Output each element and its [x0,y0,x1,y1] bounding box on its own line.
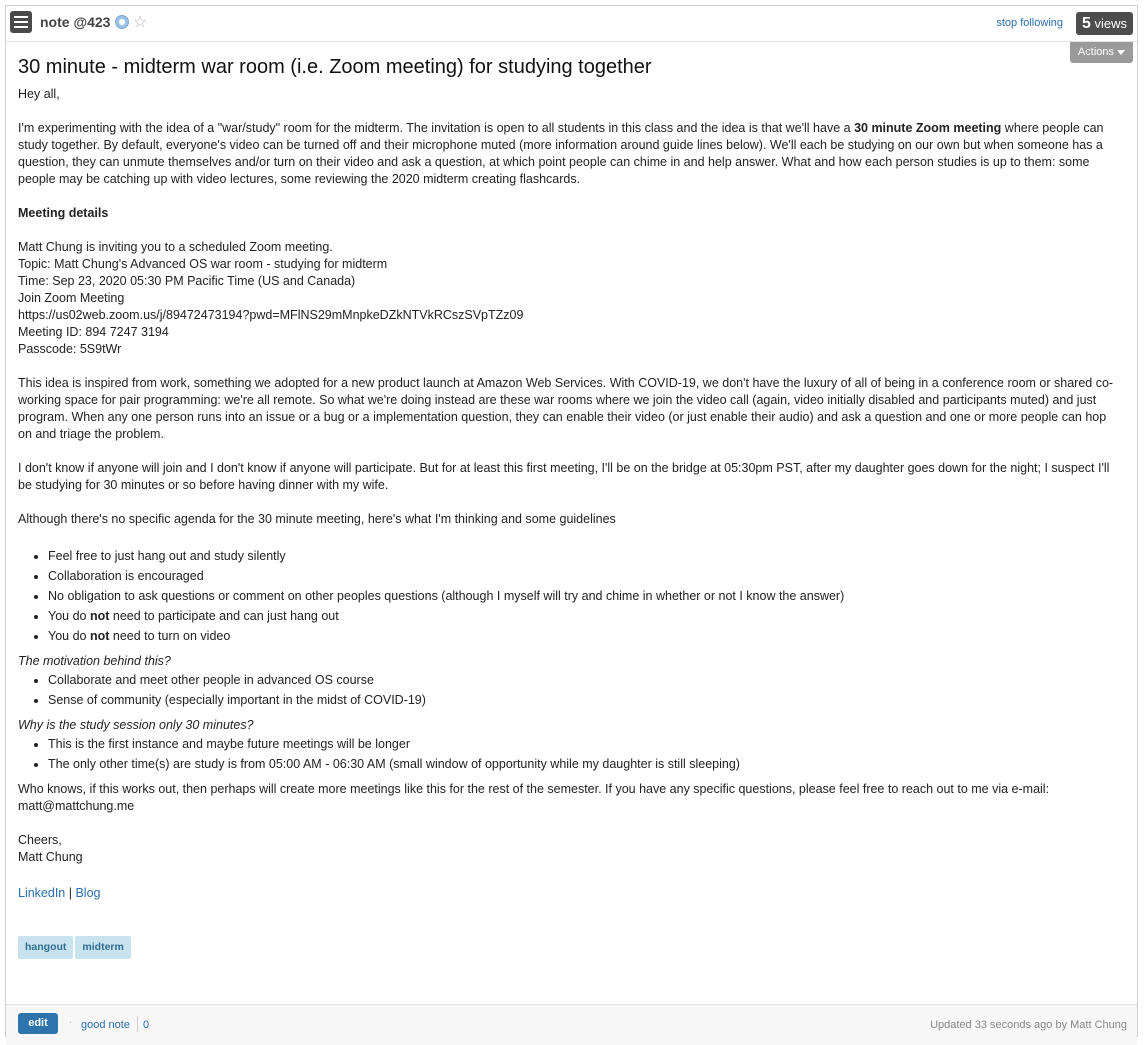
list-item: • Sense of community (especially important in the midst of COVID-19) [48,692,1118,709]
views-badge [1076,12,1133,35]
list-item: • The only other time(s) are study is from 05:00 AM - 06:30 AM (small window of opportunity while my daughter is still sleeping) [48,756,1118,773]
agenda-paragraph: Although there's no specific agenda for the 30 minute meeting, here's what I'm thinking and some guidelines [18,512,616,526]
menu-icon[interactable] [10,11,32,33]
meeting-details [18,239,1118,358]
intro-paragraph [18,120,1118,188]
list-item [48,608,1118,625]
list-text: need to turn on video [109,629,231,643]
closing-paragraph: Who knows, if this works out, then perhaps will create more meetings like this for the rest of the semester. If you have any specific questions, please feel free to reach out to me via e-mail: matt@mattchung.me [18,782,1050,813]
updated-text: Updated 33 seconds ago by Matt Chung [930,1019,1127,1031]
list-item: • Feel free to just hang out and study silently [48,548,1118,565]
list-item: • Collaboration is encouraged [48,568,1118,585]
dot-separator: · [69,1017,73,1028]
tag-midterm[interactable]: midterm [75,936,130,959]
list-bold: not [89,629,110,643]
meeting-url: https://us02web.zoom.us/j/89472473194?pwd=MFlNS29mMnpkeDZkNTVkRCszSVpTZz09 [18,308,524,322]
stop-following-link[interactable]: stop following [996,17,1063,29]
guidelines-list [18,548,1118,645]
good-note-count: 0 [143,1019,150,1031]
list-item: • No obligation to ask questions or comment on other peoples questions (although I myself will try and chime in whether or not I know the answer) [48,588,1118,605]
good-note-button[interactable]: good note [81,1019,130,1031]
list-item: • This is the first instance and maybe future meetings will be longer [48,736,1118,753]
meeting-line: Join Zoom Meeting [18,291,125,305]
views-count: 5 [1081,15,1091,32]
note-title: 30 minute - midterm war room (i.e. Zoom meeting) for studying together [18,56,652,78]
star-icon[interactable]: ☆ [133,14,148,31]
meeting-heading-text: Meeting details [18,206,109,220]
blog-link[interactable]: Blog [75,886,101,900]
motivation-heading: The motivation behind this? [18,654,171,668]
list-text: need to participate and can just hang out [109,609,339,623]
intro-text-2: where people can study together. By default, everyone's video can be turned off and their microphone muted (more information around guide lines below). We'll each be studying on our own but when someone has a question, they can unmute themselves and/or turn on their video and ask a question, at which point people can chime in and help answer. What and how each person studies is up to them: some people may be catching up with video lectures, some reviewing the 2020 midterm creating flashcards. [18,121,1104,186]
signoff-line: Cheers, [18,833,62,847]
participation-paragraph: I don't know if anyone will join and I don't know if anyone will participate. But for at least this first meeting, I'll be on the bridge at 05:30pm PST, after my daughter goes down for the night; I suspect I'll be studying for 30 minutes or so before having dinner with my wife. [18,461,1110,492]
why-heading: Why is the study session only 30 minutes? [18,718,254,732]
divider [137,1016,138,1032]
meeting-line: Matt Chung is inviting you to a scheduled Zoom meeting. [18,240,333,254]
greeting: Hey all, [18,87,60,101]
links [18,885,1118,902]
tag-list [18,936,1118,959]
actions-label: Actions [1077,46,1114,58]
intro-bold: 30 minute Zoom meeting [854,121,1002,135]
watch-icon[interactable] [115,15,129,29]
list-item [48,628,1118,645]
list-text: You do [48,609,90,623]
linkedin-link[interactable]: LinkedIn [18,886,66,900]
note-id: note @423 [40,14,111,30]
list-bold: not [89,609,110,623]
meeting-line: Meeting ID: 894 7247 3194 [18,325,169,339]
meeting-line: Passcode: 5S9tWr [18,342,122,356]
note-body [18,54,1118,959]
intro-text-1: I'm experimenting with the idea of a "war/study" room for the midterm. The invitation is open to all students in this class and the idea is that we'll have a [18,121,855,135]
link-separator: | [65,886,76,900]
list-item: • Collaborate and meet other people in advanced OS course [48,672,1118,689]
meeting-line: Time: Sep 23, 2020 05:30 PM Pacific Time (US and Canada) [18,274,356,288]
meeting-heading [18,205,1118,222]
views-label: views [1094,16,1127,31]
caret-down-icon [1117,50,1125,55]
signoff-name: Matt Chung [18,850,83,864]
signoff [18,832,1118,866]
list-text: You do [48,629,90,643]
note-header [6,6,1137,42]
inspiration-paragraph: This idea is inspired from work, something we adopted for a new product launch at Amazon Web Services. With COVID-19, we don't have the luxury of all of being in a conference room or shared co-working space for pair programming: we're all remote. So what we're doing instead are these war rooms where we join the video call (again, video initially disabled and participants muted) and just program. When any one person runs into an issue or a bug or a implementation question, they can enable their video (or just enable their audio) and ask a question and one or more people can hop on and triage the problem. [18,376,1114,441]
edit-button[interactable]: edit [18,1013,58,1034]
meeting-line: Topic: Matt Chung's Advanced OS war room - studying for midterm [18,257,388,271]
note-footer [6,1004,1137,1045]
motivation-list [18,672,1118,709]
why-list [18,736,1118,773]
note-panel [5,5,1138,1037]
tag-hangout[interactable]: hangout [18,936,73,959]
